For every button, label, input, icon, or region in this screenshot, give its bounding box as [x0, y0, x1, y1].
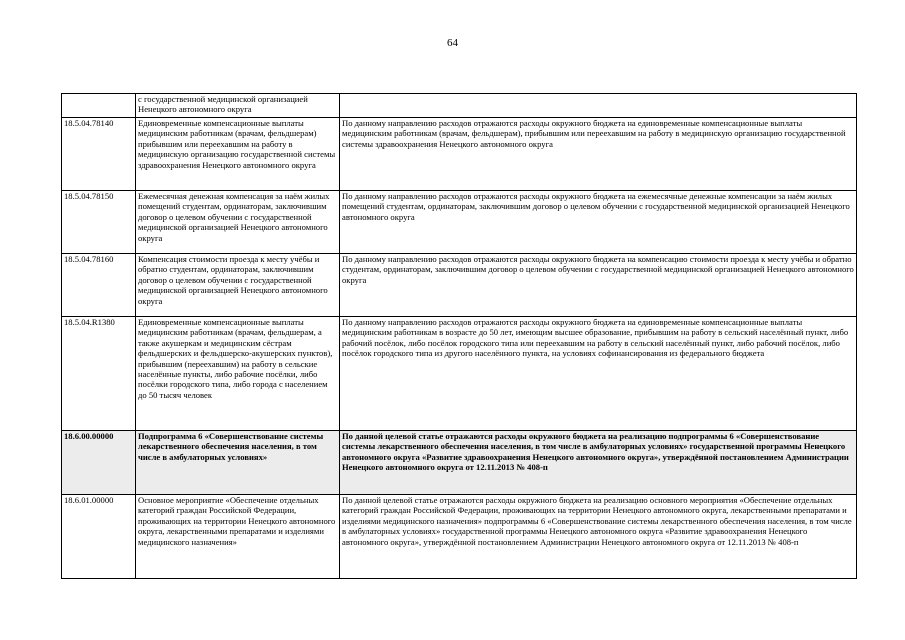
row-code: 18.5.04.R1380	[62, 317, 136, 431]
row-name: Единовременные компенсационные выплаты медицинским работникам (врачам, фельдшерам) прибывшим или переехавшим на работу в медицинскую организацию государственной системы здравоохранения Ненецкого автономного округа	[136, 118, 340, 191]
table-row	[62, 317, 857, 431]
row-description: По данному направлению расходов отражаются расходы окружного бюджета на ежемесячные денежные компенсации за наём жилых помещений студентам, ординаторам, заключившим договор о целевом обучении с государственной медицинской организацией Ненецкого автономного округа	[340, 191, 857, 254]
row-code: 18.5.04.78160	[62, 254, 136, 317]
row-code	[62, 94, 136, 118]
row-code: 18.6.01.00000	[62, 495, 136, 579]
table-row	[62, 495, 857, 579]
row-name: Основное мероприятие «Обеспечение отдельных категорий граждан Российской Федерации, проживающих на территории Ненецкого автономного округа, лекарственными препаратами и изделиями медицинского назначения»	[136, 495, 340, 579]
table-row	[62, 191, 857, 254]
row-description	[340, 94, 857, 118]
row-description: По данному направлению расходов отражаются расходы окружного бюджета на единовременные компенсационные выплаты медицинским работникам (врачам, фельдшерам), прибывшим или переехавшим на работу в медицинскую организацию государственной системы здравоохранения Ненецкого автономного округа	[340, 118, 857, 191]
page-number: 64	[447, 37, 458, 49]
table-row-subprogram	[62, 431, 857, 495]
table-row	[62, 94, 857, 118]
table-row	[62, 254, 857, 317]
row-description: По данной целевой статье отражаются расходы окружного бюджета на реализацию подпрограммы 6 «Совершенствование системы лекарственного обеспечения населения, в том числе в амбулаторных условиях» государственной программы Ненецкого автономного округа «Развитие здравоохранения Ненецкого автономного округа», утверждённой постановлением Администрации Ненецкого автономного округа от 12.11.2013 № 408-п	[340, 431, 857, 495]
budget-classification-table	[61, 93, 857, 579]
row-description: По данной целевой статье отражаются расходы окружного бюджета на реализацию основного мероприятия «Обеспечение отдельных категорий граждан Российской Федерации, проживающих на территории Ненецкого автономного округа, лекарственными препаратами и изделиями медицинского назначения» подпрограммы 6 «Совершенствование системы лекарственного обеспечения населения, в том числе в амбулаторных условиях» государственной программы Ненецкого автономного округа «Развитие здравоохранения Ненецкого автономного округа», утверждённой постановлением Администрации Ненецкого автономного округа от 12.11.2013 № 408-п	[340, 495, 857, 579]
row-name: Ежемесячная денежная компенсация за наём жилых помещений студентам, ординаторам, заключившим договор о целевом обучении с государственной медицинской организацией Ненецкого автономного округа	[136, 191, 340, 254]
row-code: 18.5.04.78150	[62, 191, 136, 254]
table-row	[62, 118, 857, 191]
row-name: Подпрограмма 6 «Совершенствование системы лекарственного обеспечения населения, в том числе в амбулаторных условиях»	[136, 431, 340, 495]
row-description: По данному направлению расходов отражаются расходы окружного бюджета на единовременные компенсационные выплаты медицинским работникам в возрасте до 50 лет, имеющим высшее образование, прибывшим на работу в сельский населённый пункт, либо рабочий посёлок, либо посёлок городского типа или переехавшим на работу в сельский населённый пункт, либо рабочий посёлок, либо посёлок городского типа из другого населённого пункта, на условиях софинансирования из федерального бюджета	[340, 317, 857, 431]
row-name: Единовременные компенсационные выплаты медицинским работникам (врачам, фельдшерам, а также акушеркам и медицинским сёстрам фельдшерских и фельдшерско-акушерских пунктов), прибывшим (переехавшим) на работу в сельские населённые пункты, либо рабочие посёлки, либо посёлки городского типа, либо города с населением до 50 тысяч человек	[136, 317, 340, 431]
row-code: 18.6.00.00000	[62, 431, 136, 495]
row-name: с государственной медицинской организацией Ненецкого автономного округа	[136, 94, 340, 118]
row-code: 18.5.04.78140	[62, 118, 136, 191]
row-name: Компенсация стоимости проезда к месту учёбы и обратно студентам, ординаторам, заключившим договор о целевом обучении с государственной медицинской организацией Ненецкого автономного округа	[136, 254, 340, 317]
row-description: По данному направлению расходов отражаются расходы окружного бюджета на компенсацию стоимости проезда к месту учёбы и обратно студентам, ординаторам, заключившим договор о целевом обучении с государственной медицинской организацией Ненецкого автономного округа	[340, 254, 857, 317]
